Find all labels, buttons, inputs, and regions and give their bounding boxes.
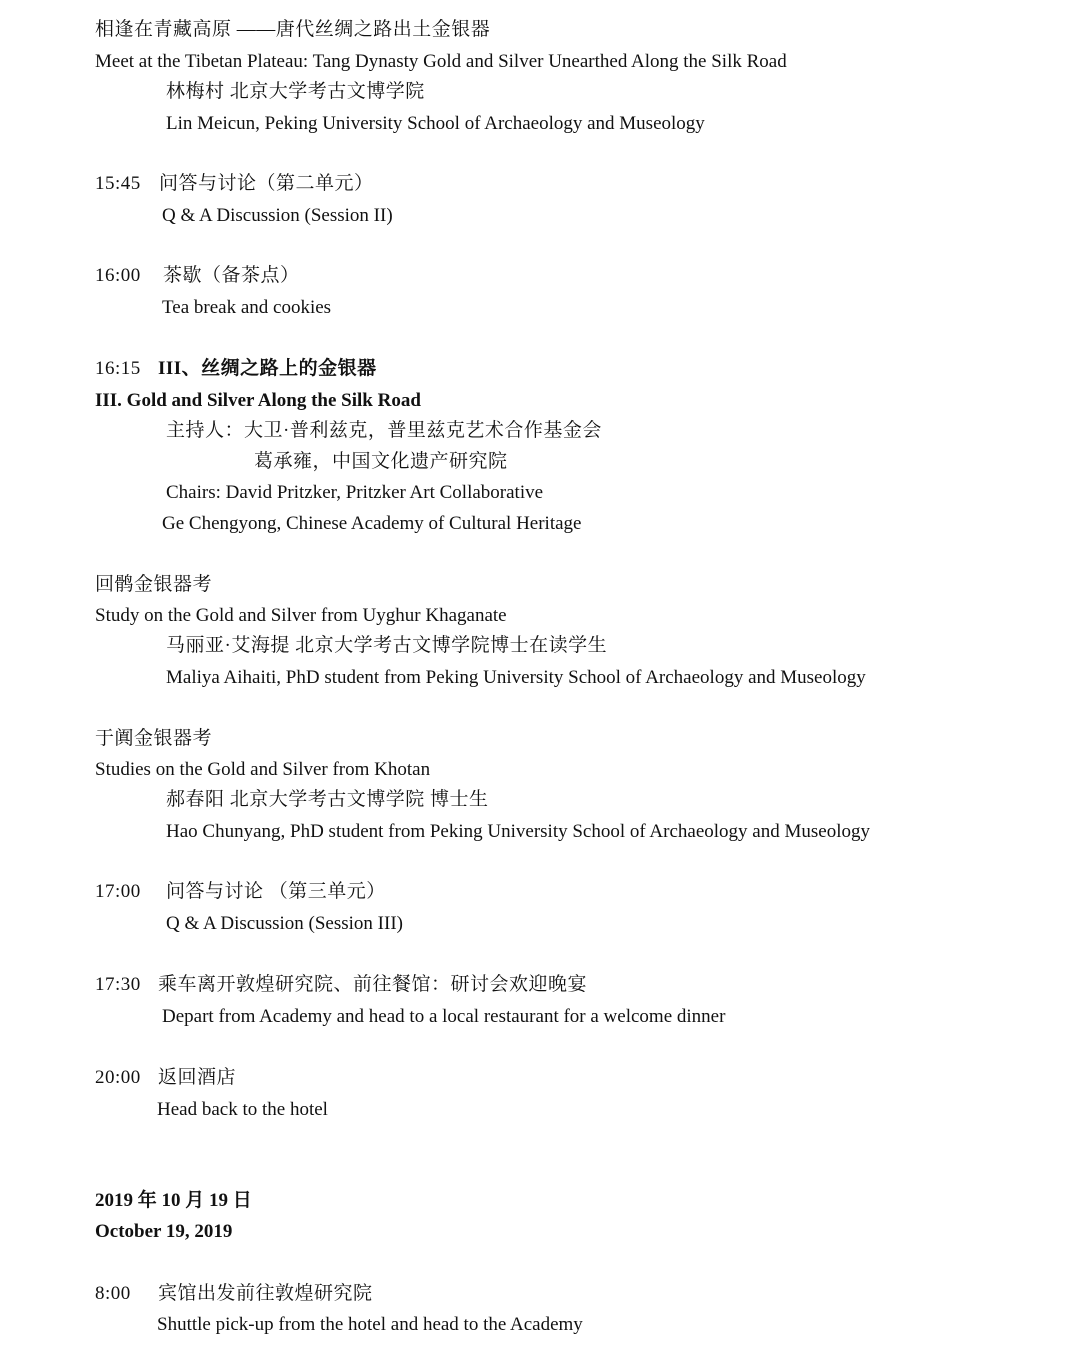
dinner-line-zh	[95, 973, 587, 997]
qa3-title-en: Q & A Discussion (Session III)	[166, 913, 403, 934]
day-date-en: October 19, 2019	[95, 1221, 233, 1242]
hotel-time: 20:00	[95, 1067, 141, 1088]
talk-uyghur-title-en: Study on the Gold and Silver from Uyghur Khaganate	[95, 605, 507, 626]
talk-uyghur-speaker-zh: 马丽亚·艾海提 北京大学考古文博学院博士在读学生	[166, 635, 608, 656]
session3-title-en: III. Gold and Silver Along the Silk Road	[95, 390, 421, 411]
session3-title-zh: III、丝绸之路上的金银器	[158, 358, 377, 379]
qa2-time: 15:45	[95, 173, 141, 194]
shuttle-time: 8:00	[95, 1283, 131, 1304]
dinner-title-zh: 乘车离开敦煌研究院、前往餐馆：研讨会欢迎晚宴	[158, 974, 588, 995]
qa2-line-zh	[95, 172, 374, 196]
qa3-line-zh	[95, 880, 386, 904]
talk-tibet-speaker-zh: 林梅村 北京大学考古文博学院	[166, 81, 425, 102]
hotel-line-zh	[95, 1066, 236, 1090]
session3-chairs-zh-2: 葛承雍，中国文化遗产研究院	[254, 451, 508, 472]
shuttle-line-zh	[95, 1282, 373, 1306]
hotel-title-en: Head back to the hotel	[157, 1099, 328, 1120]
talk-uyghur-speaker-en: Maliya Aihaiti, PhD student from Peking University School of Archaeology and Museology	[166, 667, 866, 688]
tea-title-en: Tea break and cookies	[162, 297, 332, 318]
hotel-title-zh: 返回酒店	[158, 1067, 237, 1088]
session3-chairs-en-2: Ge Chengyong, Chinese Academy of Cultural Heritage	[162, 513, 582, 534]
session3-chairs-en-1: Chairs: David Pritzker, Pritzker Art Collaborative	[166, 482, 544, 503]
tea-line-zh	[95, 264, 300, 288]
talk-uyghur-title-zh: 回鹘金银器考	[95, 574, 213, 595]
qa2-title-zh: 问答与讨论（第二单元）	[159, 173, 374, 194]
talk-khotan-speaker-zh: 郝春阳 北京大学考古文博学院 博士生	[166, 789, 489, 810]
talk-khotan-title-zh: 于阗金银器考	[95, 728, 213, 749]
shuttle-title-zh: 宾馆出发前往敦煌研究院	[158, 1283, 373, 1304]
dinner-title-en: Depart from Academy and head to a local restaurant for a welcome dinner	[162, 1006, 726, 1027]
day-date-zh: 2019 年 10 月 19 日	[95, 1190, 252, 1211]
qa2-title-en: Q & A Discussion (Session II)	[162, 205, 393, 226]
qa3-title-zh: 问答与讨论 （第三单元）	[166, 881, 386, 902]
dinner-time: 17:30	[95, 974, 141, 995]
talk-tibet-title-zh: 相逢在青藏高原 ——唐代丝绸之路出土金银器	[95, 19, 491, 40]
tea-time: 16:00	[95, 265, 141, 286]
tea-title-zh: 茶歇（备茶点）	[163, 265, 300, 286]
talk-khotan-speaker-en: Hao Chunyang, PhD student from Peking University School of Archaeology and Museology	[166, 821, 870, 842]
session3-line-zh	[95, 357, 377, 381]
shuttle-title-en: Shuttle pick-up from the hotel and head to the Academy	[157, 1314, 583, 1335]
talk-khotan-title-en: Studies on the Gold and Silver from Khotan	[95, 759, 431, 780]
session3-time: 16:15	[95, 358, 141, 379]
qa3-time: 17:00	[95, 881, 141, 902]
talk-tibet-speaker-en: Lin Meicun, Peking University School of Archaeology and Museology	[166, 113, 705, 134]
session3-chairs-zh-1: 主持人：大卫·普利兹克，普里兹克艺术合作基金会	[166, 420, 602, 441]
talk-tibet-title-en: Meet at the Tibetan Plateau: Tang Dynasty Gold and Silver Unearthed Along the Silk Road	[95, 51, 787, 72]
